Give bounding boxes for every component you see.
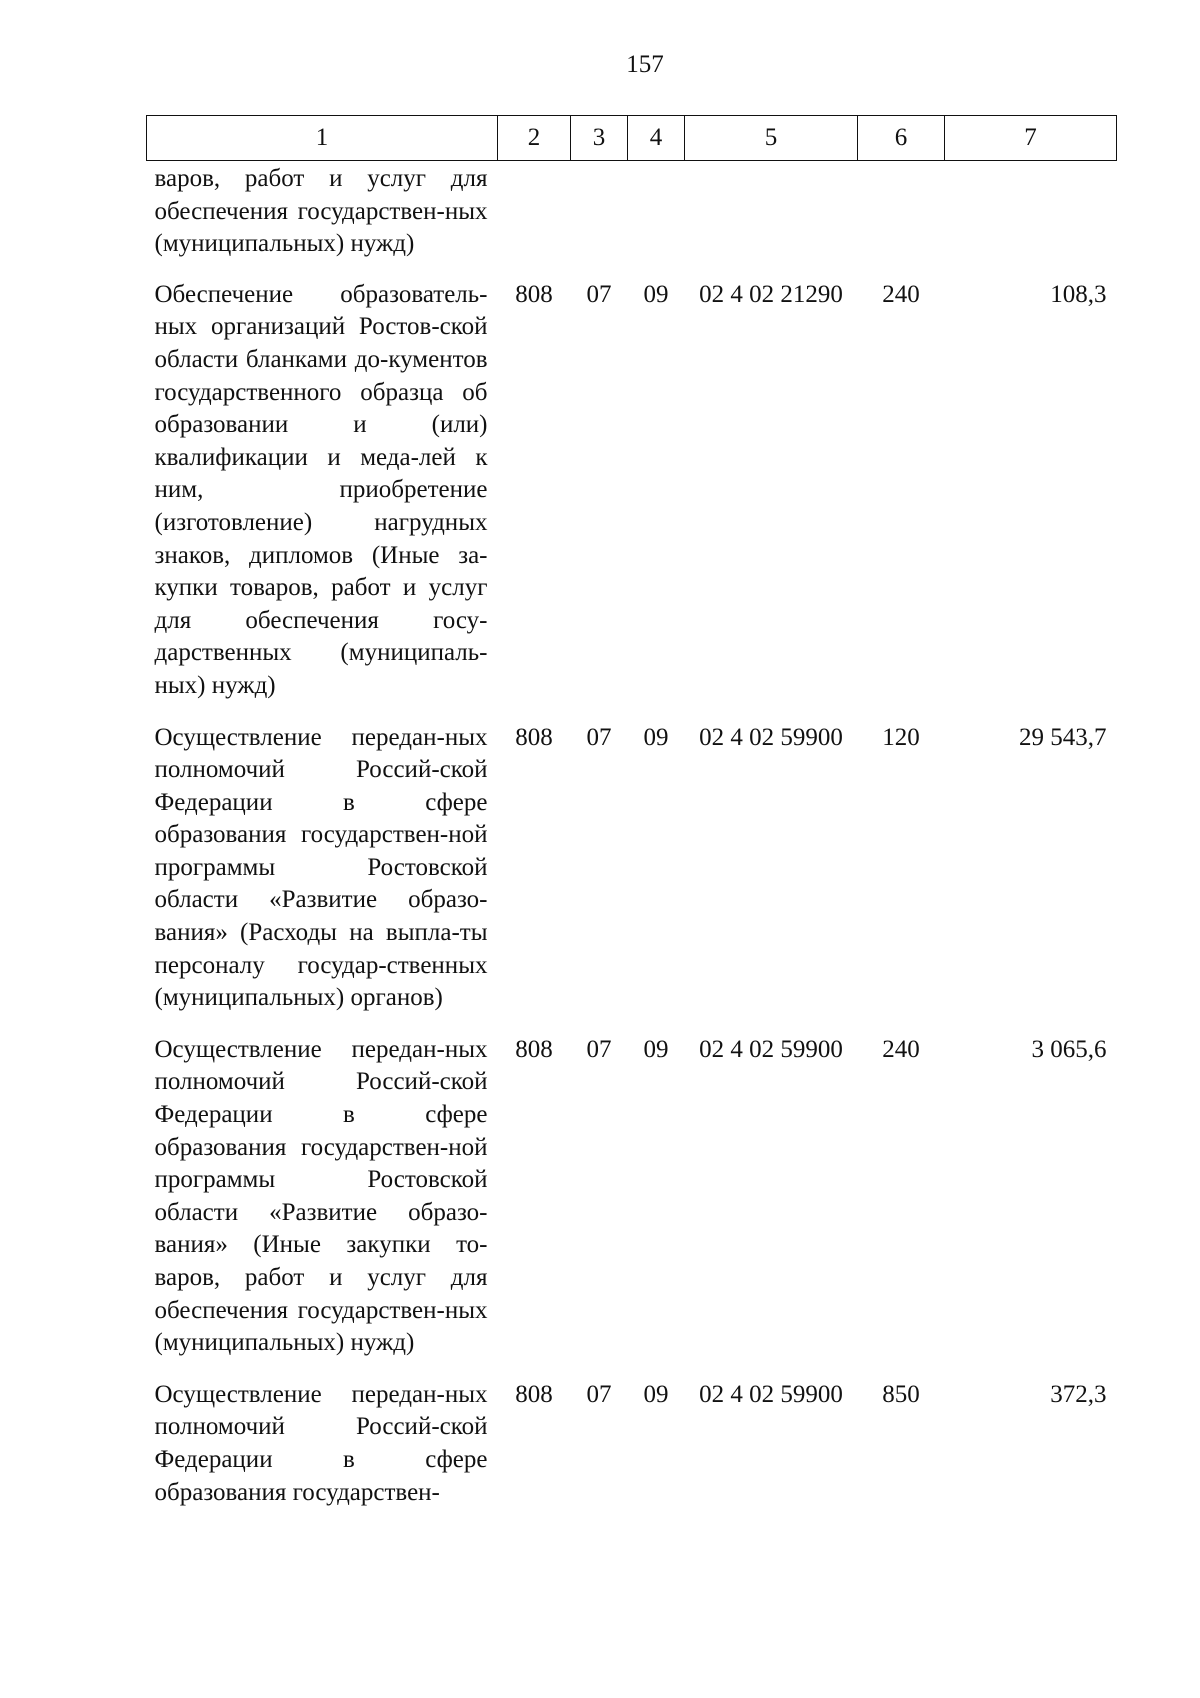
table-body (147, 161, 1117, 1529)
row-description: Обеспечение образователь-ных организаций Ростов-ской области бланками до-кументов государственного образца об образовании и (или) квалификации и меда-лей к ним, приобретение (изготовление) нагрудных знаков, дипломов (Иные за-купки товаров, работ и услуг для обеспечения госу-дарственных (муниципаль-ных) нужд) (154, 280, 488, 699)
target-article-code: 02 4 02 59900 (699, 1035, 843, 1063)
row-description: Осуществление передан-ных полномочий Россий-ской Федерации в сфере образования государствен- (154, 1380, 488, 1506)
ministry-code: 808 (515, 1380, 553, 1408)
column-header-1: 1 (147, 116, 498, 161)
expense-type-code: 240 (882, 280, 920, 308)
expense-type-code (858, 161, 945, 279)
subsection-code (628, 161, 685, 279)
amount: 372,3 (1050, 1380, 1107, 1408)
table-row (147, 1034, 1117, 1379)
amount: 29 543,7 (1019, 723, 1107, 751)
row-description: варов, работ и услуг для обеспечения государствен-ных (муниципальных) нужд) (154, 165, 488, 258)
ministry-code: 808 (515, 1035, 553, 1063)
column-header-7: 7 (945, 116, 1117, 161)
amount (945, 161, 1117, 279)
ministry-code (498, 161, 571, 279)
target-article-code: 02 4 02 59900 (699, 723, 843, 751)
column-header-6: 6 (858, 116, 945, 161)
table-row (147, 279, 1117, 722)
budget-table (146, 115, 1117, 1528)
ministry-code: 808 (515, 723, 553, 751)
table-row (147, 1379, 1117, 1528)
header-row (147, 116, 1117, 161)
column-header-3: 3 (571, 116, 628, 161)
expense-type-code: 120 (882, 723, 920, 751)
column-header-2: 2 (498, 116, 571, 161)
column-header-4: 4 (628, 116, 685, 161)
section-code (571, 161, 628, 279)
section-code: 07 (586, 280, 612, 308)
expense-type-code: 850 (882, 1380, 920, 1408)
subsection-code: 09 (643, 280, 669, 308)
row-description: Осуществление передан-ных полномочий Россий-ской Федерации в сфере образования государствен-ной программы Ростовской области «Развитие образо-вания» (Расходы на выпла-ты персоналу государ-ственных (муниципальных) органов) (154, 723, 488, 1012)
section-code: 07 (586, 1035, 612, 1063)
target-article-code (685, 161, 858, 279)
subsection-code: 09 (643, 1035, 669, 1063)
section-code: 07 (586, 1380, 612, 1408)
table-row (147, 722, 1117, 1034)
amount: 3 065,6 (1031, 1035, 1107, 1063)
amount: 108,3 (1050, 280, 1107, 308)
target-article-code: 02 4 02 59900 (699, 1380, 843, 1408)
target-article-code: 02 4 02 21290 (699, 280, 843, 308)
table-header (147, 116, 1117, 161)
ministry-code: 808 (515, 280, 553, 308)
expense-type-code: 240 (882, 1035, 920, 1063)
subsection-code: 09 (643, 723, 669, 751)
table-row (147, 161, 1117, 279)
section-code: 07 (586, 723, 612, 751)
column-header-5: 5 (685, 116, 858, 161)
subsection-code: 09 (643, 1380, 669, 1408)
row-description: Осуществление передан-ных полномочий Россий-ской Федерации в сфере образования государствен-ной программы Ростовской области «Развитие образо-вания» (Иные закупки то-варов, работ и услуг для обеспечения государствен-ных (муниципальных) нужд) (154, 1035, 488, 1357)
page-number: 157 (626, 51, 664, 78)
